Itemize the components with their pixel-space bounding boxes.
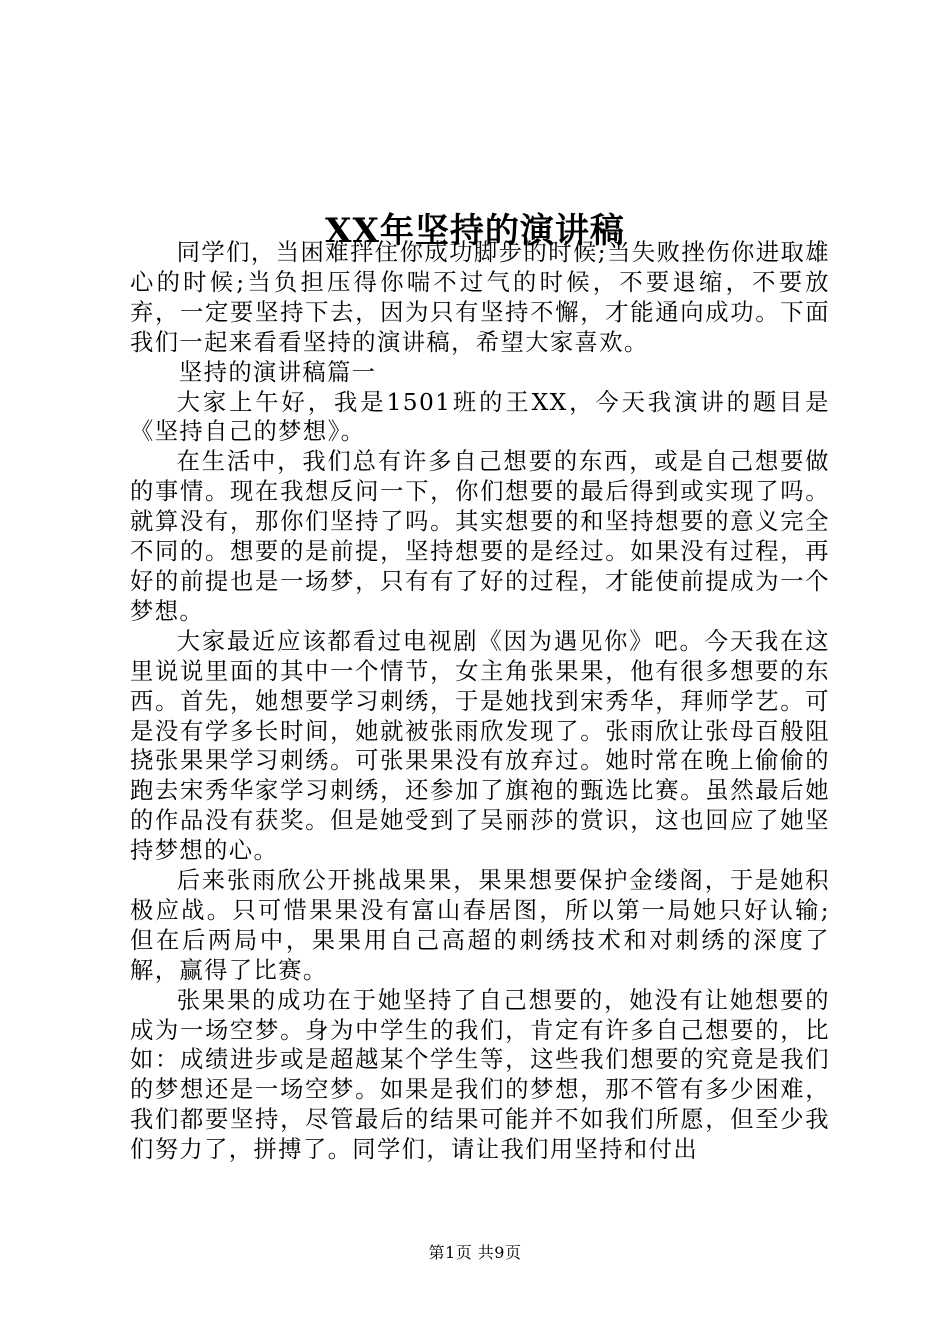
page-number-footer: 第1页 共9页: [428, 1243, 522, 1262]
body-paragraph: 大家上午好，我是1501班的王XX，今天我演讲的题目是《坚持自己的梦想》。: [130, 388, 830, 446]
body-paragraph: 后来张雨欣公开挑战果果，果果想要保护金缕阁，于是她积极应战。只可惜果果没有富山春居图，所以第一局她只好认输;但在后两局中，果果用自己高超的刺绣技术和对刺绣的深度了解，赢得了比赛。: [130, 867, 830, 984]
intro-paragraph: 同学们，当困难拌住你成功脚步的时候;当失败挫伤你进取雄心的时候;当负担压得你喘不过气的时候，不要退缩，不要放弃，一定要坚持下去，因为只有坚持不懈，才能通向成功。下面我们一起来看看坚持的演讲稿，希望大家喜欢。: [130, 239, 830, 356]
body-paragraph: 张果果的成功在于她坚持了自己想要的，她没有让她想要的成为一场空梦。身为中学生的我们，肯定有许多自己想要的，比如：成绩进步或是超越某个学生等，这些我们想要的究竟是我们的梦想还是一场空梦。如果是我们的梦想，那不管有多少困难，我们都要坚持，尽管最后的结果可能并不如我们所愿，但至少我们努力了，拼搏了。同学们，请让我们用坚持和付出: [130, 986, 830, 1164]
section-heading: 坚持的演讲稿篇一: [178, 358, 377, 386]
document-body: [130, 238, 830, 1165]
document-title: XX年坚持的演讲稿: [325, 210, 625, 251]
body-paragraph: 大家最近应该都看过电视剧《因为遇见你》吧。今天我在这里说说里面的其中一个情节，女主角张果果，他有很多想要的东西。首先，她想要学习刺绣，于是她找到宋秀华，拜师学艺。可是没有学多长时间，她就被张雨欣发现了。张雨欣让张母百般阻挠张果果学习刺绣。可张果果没有放弃过。她时常在晚上偷偷的跑去宋秀华家学习刺绣，还参加了旗袍的甄选比赛。虽然最后她的作品没有获奖。但是她受到了吴丽莎的赏识，这也回应了她坚持梦想的心。: [130, 627, 830, 865]
body-paragraph: 在生活中，我们总有许多自己想要的东西，或是自己想要做的事情。现在我想反问一下，你们想要的最后得到或实现了吗。就算没有，那你们坚持了吗。其实想要的和坚持想要的意义完全不同的。想要的是前提，坚持想要的是经过。如果没有过程，再好的前提也是一场梦，只有有了好的过程，才能使前提成为一个梦想。: [130, 448, 830, 625]
